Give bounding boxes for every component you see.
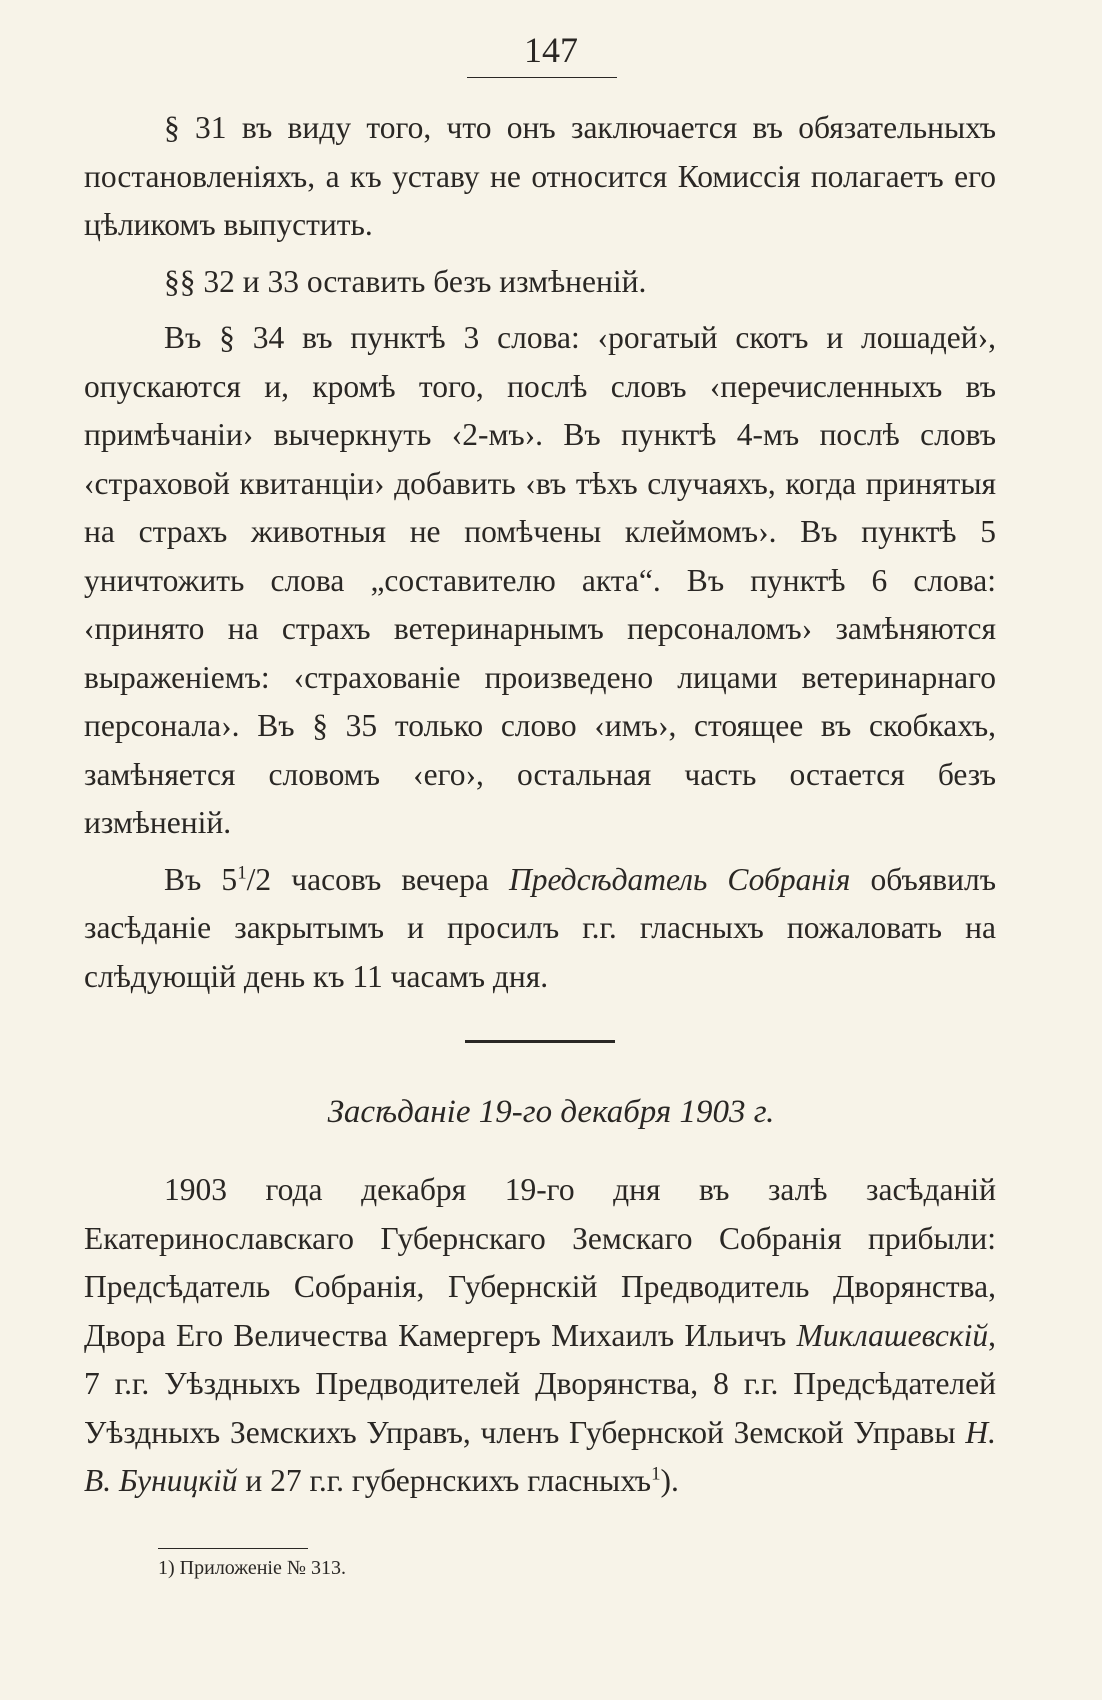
page-number-rule bbox=[467, 77, 617, 78]
closing-text-start: Въ 5 bbox=[164, 861, 238, 897]
attendance-text-end: и 27 г.г. губернскихъ гласныхъ bbox=[237, 1463, 652, 1498]
paragraph-sections-32-33: §§ 32 и 33 оставить безъ измѣненій. bbox=[164, 263, 647, 299]
attendance-text-middle: , 7 г.г. Уѣздныхъ Предводителей Дворянства, 8 г.г. Предсѣдателей Уѣздныхъ Земскихъ Управъ, членъ Губернской Земской Управы bbox=[84, 1317, 996, 1450]
fraction-numerator: 1 bbox=[237, 862, 247, 883]
closing-text-middle: часовъ вечера bbox=[271, 861, 509, 897]
previous-session-text bbox=[84, 104, 996, 1001]
attendance-text-close: ). bbox=[660, 1463, 679, 1498]
new-session-text bbox=[84, 1166, 996, 1506]
person-name-bunitsky: Н. В. Буницкій bbox=[84, 1414, 996, 1498]
paragraph-session-closing bbox=[84, 856, 996, 1002]
closing-text-end: объявилъ засѣданіе закрытымъ и просилъ г.г. гласныхъ пожаловать на слѣдующій день къ 11 часамъ дня. bbox=[84, 861, 996, 994]
paragraph-section-34-35: Въ § 34 въ пунктѣ 3 слова: ‹рогатый скотъ и лошадей›, опускаются и, кромѣ того, послѣ словъ ‹перечисленныхъ въ примѣчаніи› вычеркнуть ‹2-мъ›. Въ пунктѣ 4-мъ послѣ словъ ‹страховой квитанціи› добавить ‹въ тѣхъ случаяхъ, когда принятыя на страхъ животныя не помѣчены клеймомъ›. Въ пунктѣ 5 уничтожить слова „составителю акта“. Въ пунктѣ 6 слова: ‹принято на страхъ ветеринарнымъ персоналомъ› замѣняются выраженіемъ: ‹страхованіе произведено лицами ветеринарнаго персонала›. Въ § 35 только слово ‹имъ›, стоящее въ скобкахъ, замѣняется словомъ ‹его›, остальная часть остается безъ измѣненій. bbox=[84, 320, 996, 840]
paragraph-section-31: § 31 въ виду того, что онъ заключается въ обязательныхъ постановленіяхъ, а къ уставу не относится Комиссія полагаетъ его цѣликомъ выпустить. bbox=[84, 110, 996, 242]
footnote-marker: 1 bbox=[651, 1463, 661, 1485]
section-divider bbox=[465, 1040, 615, 1043]
paragraph-attendance bbox=[84, 1166, 996, 1506]
fraction-denominator: /2 bbox=[246, 861, 272, 897]
person-name-miklashevsky: Миклашевскій bbox=[796, 1317, 989, 1353]
footnote-text: Приложеніе № 313. bbox=[174, 1557, 346, 1579]
footnote-rule bbox=[158, 1548, 308, 1549]
attendance-text-start: 1903 года декабря 19-го дня въ залѣ засѣданій Екатеринославскаго Губернскаго Земскаго Собранія прибыли: Предсѣдатель Собранія, Губернскій Предводитель Дворянства, Двора Его Величества Камергеръ Михаилъ Ильичъ bbox=[84, 1172, 996, 1353]
chairman-title: Предсѣдатель Собранія bbox=[508, 861, 851, 897]
footnote bbox=[158, 1554, 346, 1582]
page-number: 147 bbox=[524, 30, 578, 70]
session-heading: Засѣданіе 19-го декабря 1903 г. bbox=[327, 1094, 775, 1130]
footnote-mark: 1) bbox=[158, 1557, 175, 1579]
